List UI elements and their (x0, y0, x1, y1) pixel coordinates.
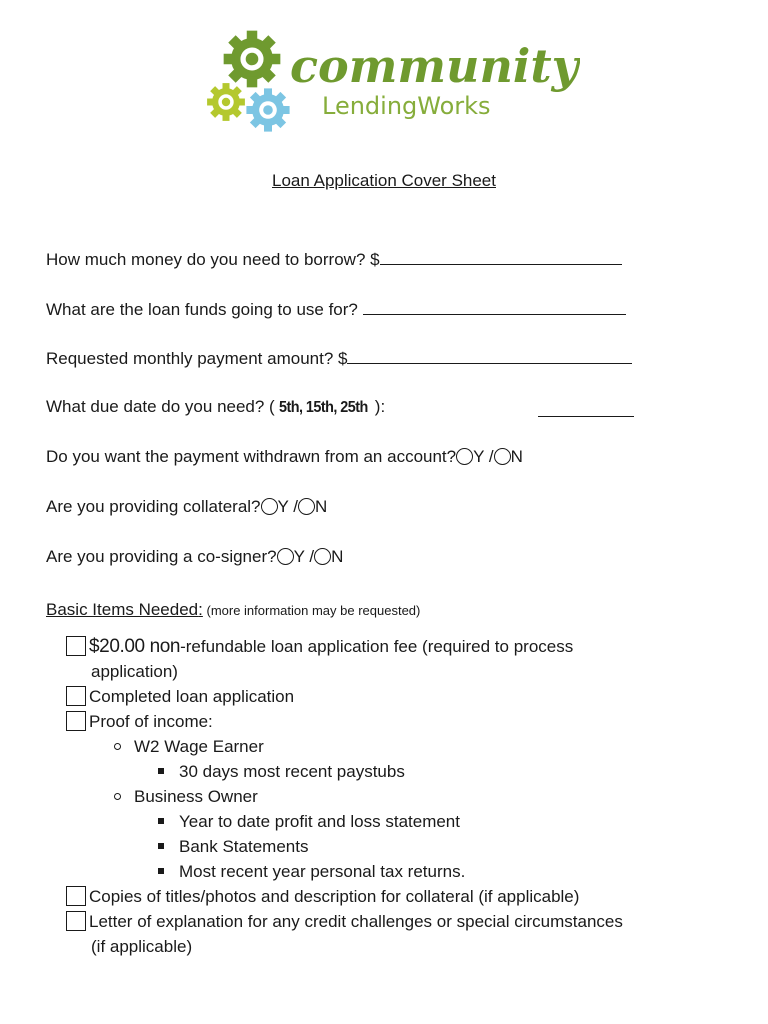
question-collateral: Are you providing collateral? Y / N (46, 497, 328, 516)
income-checkbox[interactable] (66, 711, 86, 731)
question-cosigner: Are you providing a co-signer? Y / N (46, 547, 344, 566)
due-date-field[interactable] (538, 398, 634, 417)
logo-wordmark-community: community (290, 39, 579, 93)
question-withdraw: Do you want the payment withdrawn from an account? Y / N (46, 447, 523, 466)
question-funds-use: What are the loan funds going to use for? (46, 298, 626, 320)
list-item-tax-returns: Most recent year personal tax returns. (158, 862, 465, 882)
square-bullet-icon (158, 768, 164, 774)
collateral-no-radio[interactable] (298, 498, 315, 515)
question-due-date: What due date do you need? ( 5th, 15th, 25th ): (46, 397, 386, 416)
list-item-profit-loss: Year to date profit and loss statement (158, 812, 460, 832)
question-borrow: How much money do you need to borrow? $ (46, 248, 622, 270)
basic-items-heading: Basic Items Needed: (more information may be requested) (46, 600, 421, 619)
due-date-options: 5th, 15th, 25th (279, 399, 369, 416)
application-checkbox[interactable] (66, 686, 86, 706)
gear-icon-small-blue (246, 88, 289, 131)
checklist-item-income: Proof of income: (66, 711, 213, 732)
titles-checkbox[interactable] (66, 886, 86, 906)
checklist-item-fee-cont: application) (91, 662, 178, 681)
list-item-w2: W2 Wage Earner (114, 737, 264, 757)
circle-bullet-icon (114, 743, 121, 750)
square-bullet-icon (158, 843, 164, 849)
company-logo (200, 24, 580, 144)
funds-use-field[interactable] (363, 298, 626, 315)
list-item-bank-statements: Bank Statements (158, 837, 308, 857)
checklist-item-fee: $20.00 non-refundable loan application fee (required to process (66, 636, 573, 658)
cosigner-no-radio[interactable] (314, 548, 331, 565)
checklist-item-letter-cont: (if applicable) (91, 937, 193, 956)
withdraw-no-radio[interactable] (494, 448, 511, 465)
withdraw-yes-radio[interactable] (456, 448, 473, 465)
gear-icon-small-green (207, 83, 245, 121)
checklist-item-titles: Copies of titles/photos and description for collateral (if applicable) (66, 886, 579, 907)
borrow-amount-field[interactable] (380, 248, 622, 265)
circle-bullet-icon (114, 793, 121, 800)
collateral-yes-radio[interactable] (261, 498, 278, 515)
logo-wordmark-lendingworks: LendingWorks (322, 92, 491, 120)
square-bullet-icon (158, 818, 164, 824)
checklist-item-application: Completed loan application (66, 686, 294, 707)
letter-checkbox[interactable] (66, 911, 86, 931)
question-monthly-payment: Requested monthly payment amount? $ (46, 347, 632, 369)
fee-checkbox[interactable] (66, 636, 86, 656)
checklist-item-letter: Letter of explanation for any credit challenges or special circumstances (66, 911, 623, 932)
list-item-paystubs: 30 days most recent paystubs (158, 762, 405, 782)
list-item-business-owner: Business Owner (114, 787, 258, 807)
gear-icon-large (224, 31, 281, 88)
square-bullet-icon (158, 868, 164, 874)
page-title: Loan Application Cover Sheet (272, 171, 496, 190)
cosigner-yes-radio[interactable] (277, 548, 294, 565)
monthly-payment-field[interactable] (347, 347, 632, 364)
